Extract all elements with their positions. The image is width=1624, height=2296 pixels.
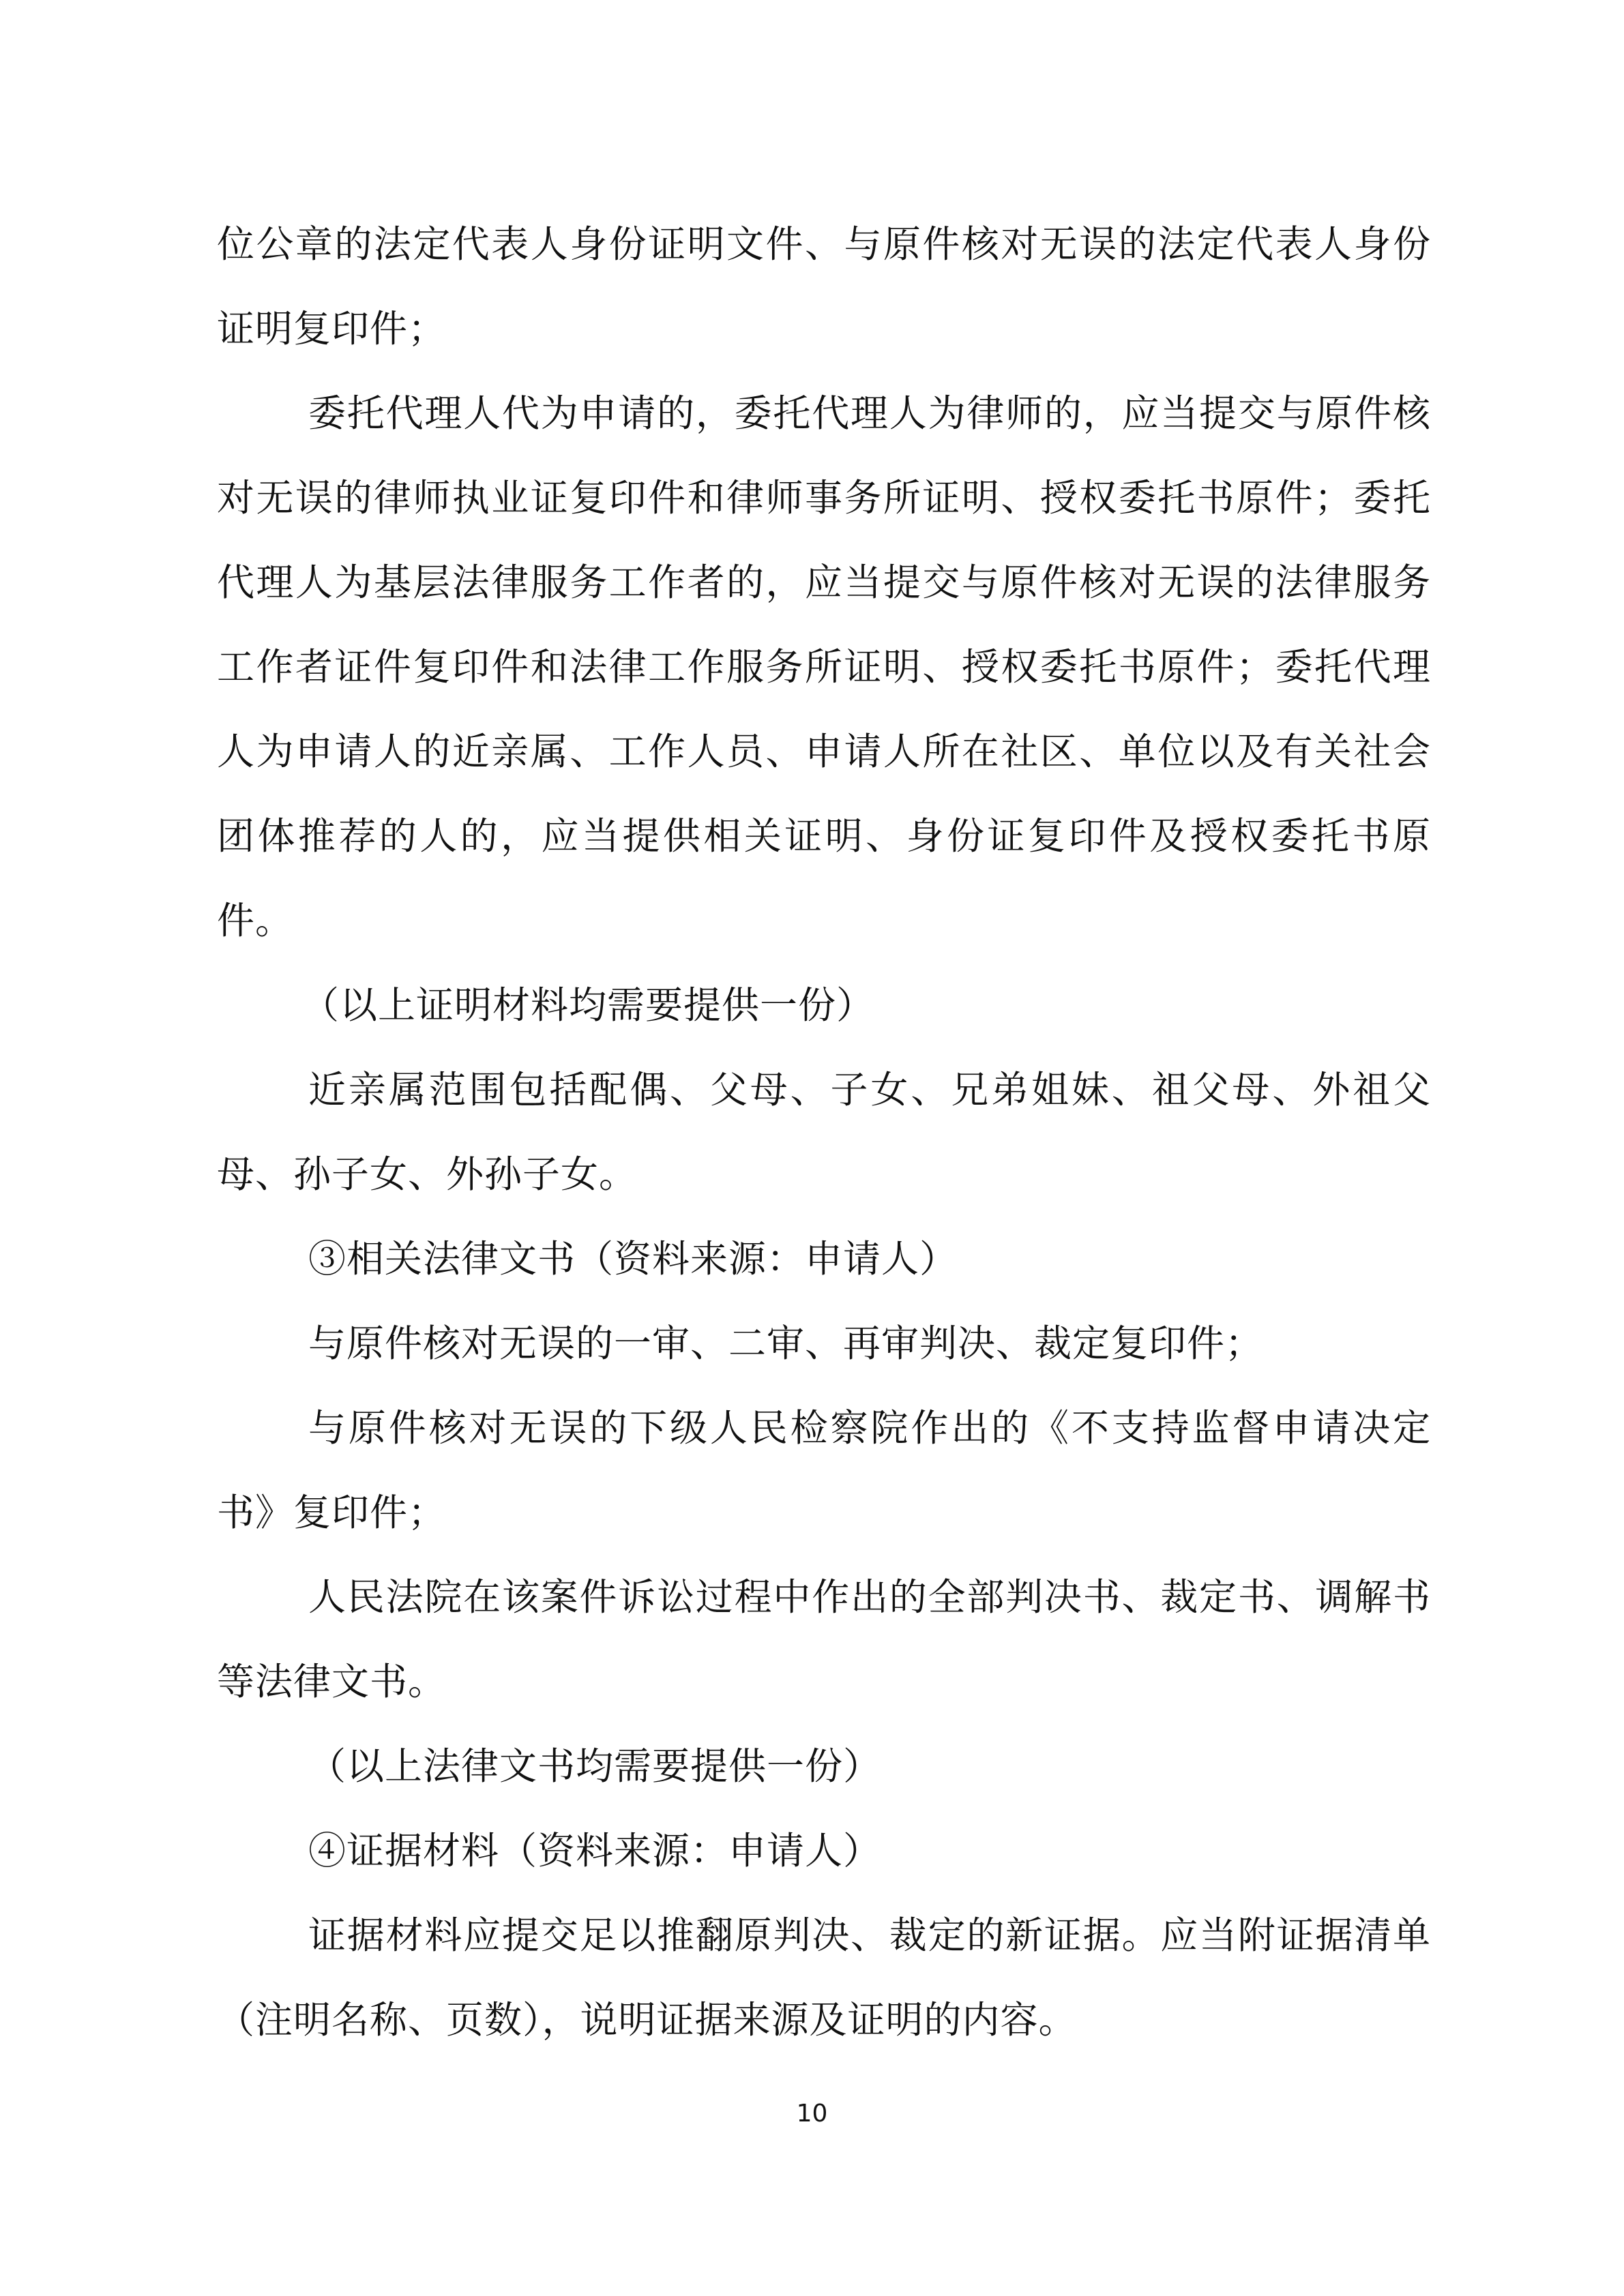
heading-evidence-materials: ④证据材料（资料来源：申请人） (308, 1829, 882, 1873)
paragraph-representative-id: 位公章的法定代表人身份证明文件、与原件核对无误的法定代表人身份证明复印件； (217, 222, 1431, 351)
paragraph-agent-requirements: 委托代理人代为申请的，委托代理人为律师的，应当提交与原件核对无误的律师执业证复印件和律师事务所证明、授权委托书原件；委托代理人为基层法律服务工作者的，应当提交与原件核对无误的法律服务工作者证件复印件和法律工作服务所证明、授权委托书原件；委托代理人为申请人的近亲属、工作人员、申请人所在社区、单位以及有关社会团体推荐的人的，应当提供相关证明、身份证复印件及授权委托书原件。 (217, 391, 1431, 942)
page-number: 10 (796, 2100, 828, 2128)
paragraph-court-documents: 人民法院在该案件诉讼过程中作出的全部判决书、裁定书、调解书等法律文书。 (217, 1575, 1431, 1703)
paragraph-note-proof-copies: （以上证明材料均需要提供一份） (301, 983, 875, 1027)
body-text (217, 202, 1431, 2062)
paragraph-note-legal-copies: （以上法律文书均需要提供一份） (308, 1744, 882, 1788)
paragraph-non-support-decision: 与原件核对无误的下级人民检察院作出的《不支持监督申请决定书》复印件； (217, 1406, 1431, 1534)
paragraph-judgment-copies: 与原件核对无误的一审、二审、再审判决、裁定复印件； (308, 1322, 1264, 1365)
paragraph-close-relatives: 近亲属范围包括配偶、父母、子女、兄弟姐妹、祖父母、外祖父母、孙子女、外孙子女。 (217, 1068, 1431, 1196)
paragraph-new-evidence: 证据材料应提交足以推翻原判决、裁定的新证据。应当附证据清单（注明名称、页数），说明证据来源及证明的内容。 (217, 1913, 1431, 2042)
heading-legal-documents: ③相关法律文书（资料来源：申请人） (308, 1237, 958, 1281)
